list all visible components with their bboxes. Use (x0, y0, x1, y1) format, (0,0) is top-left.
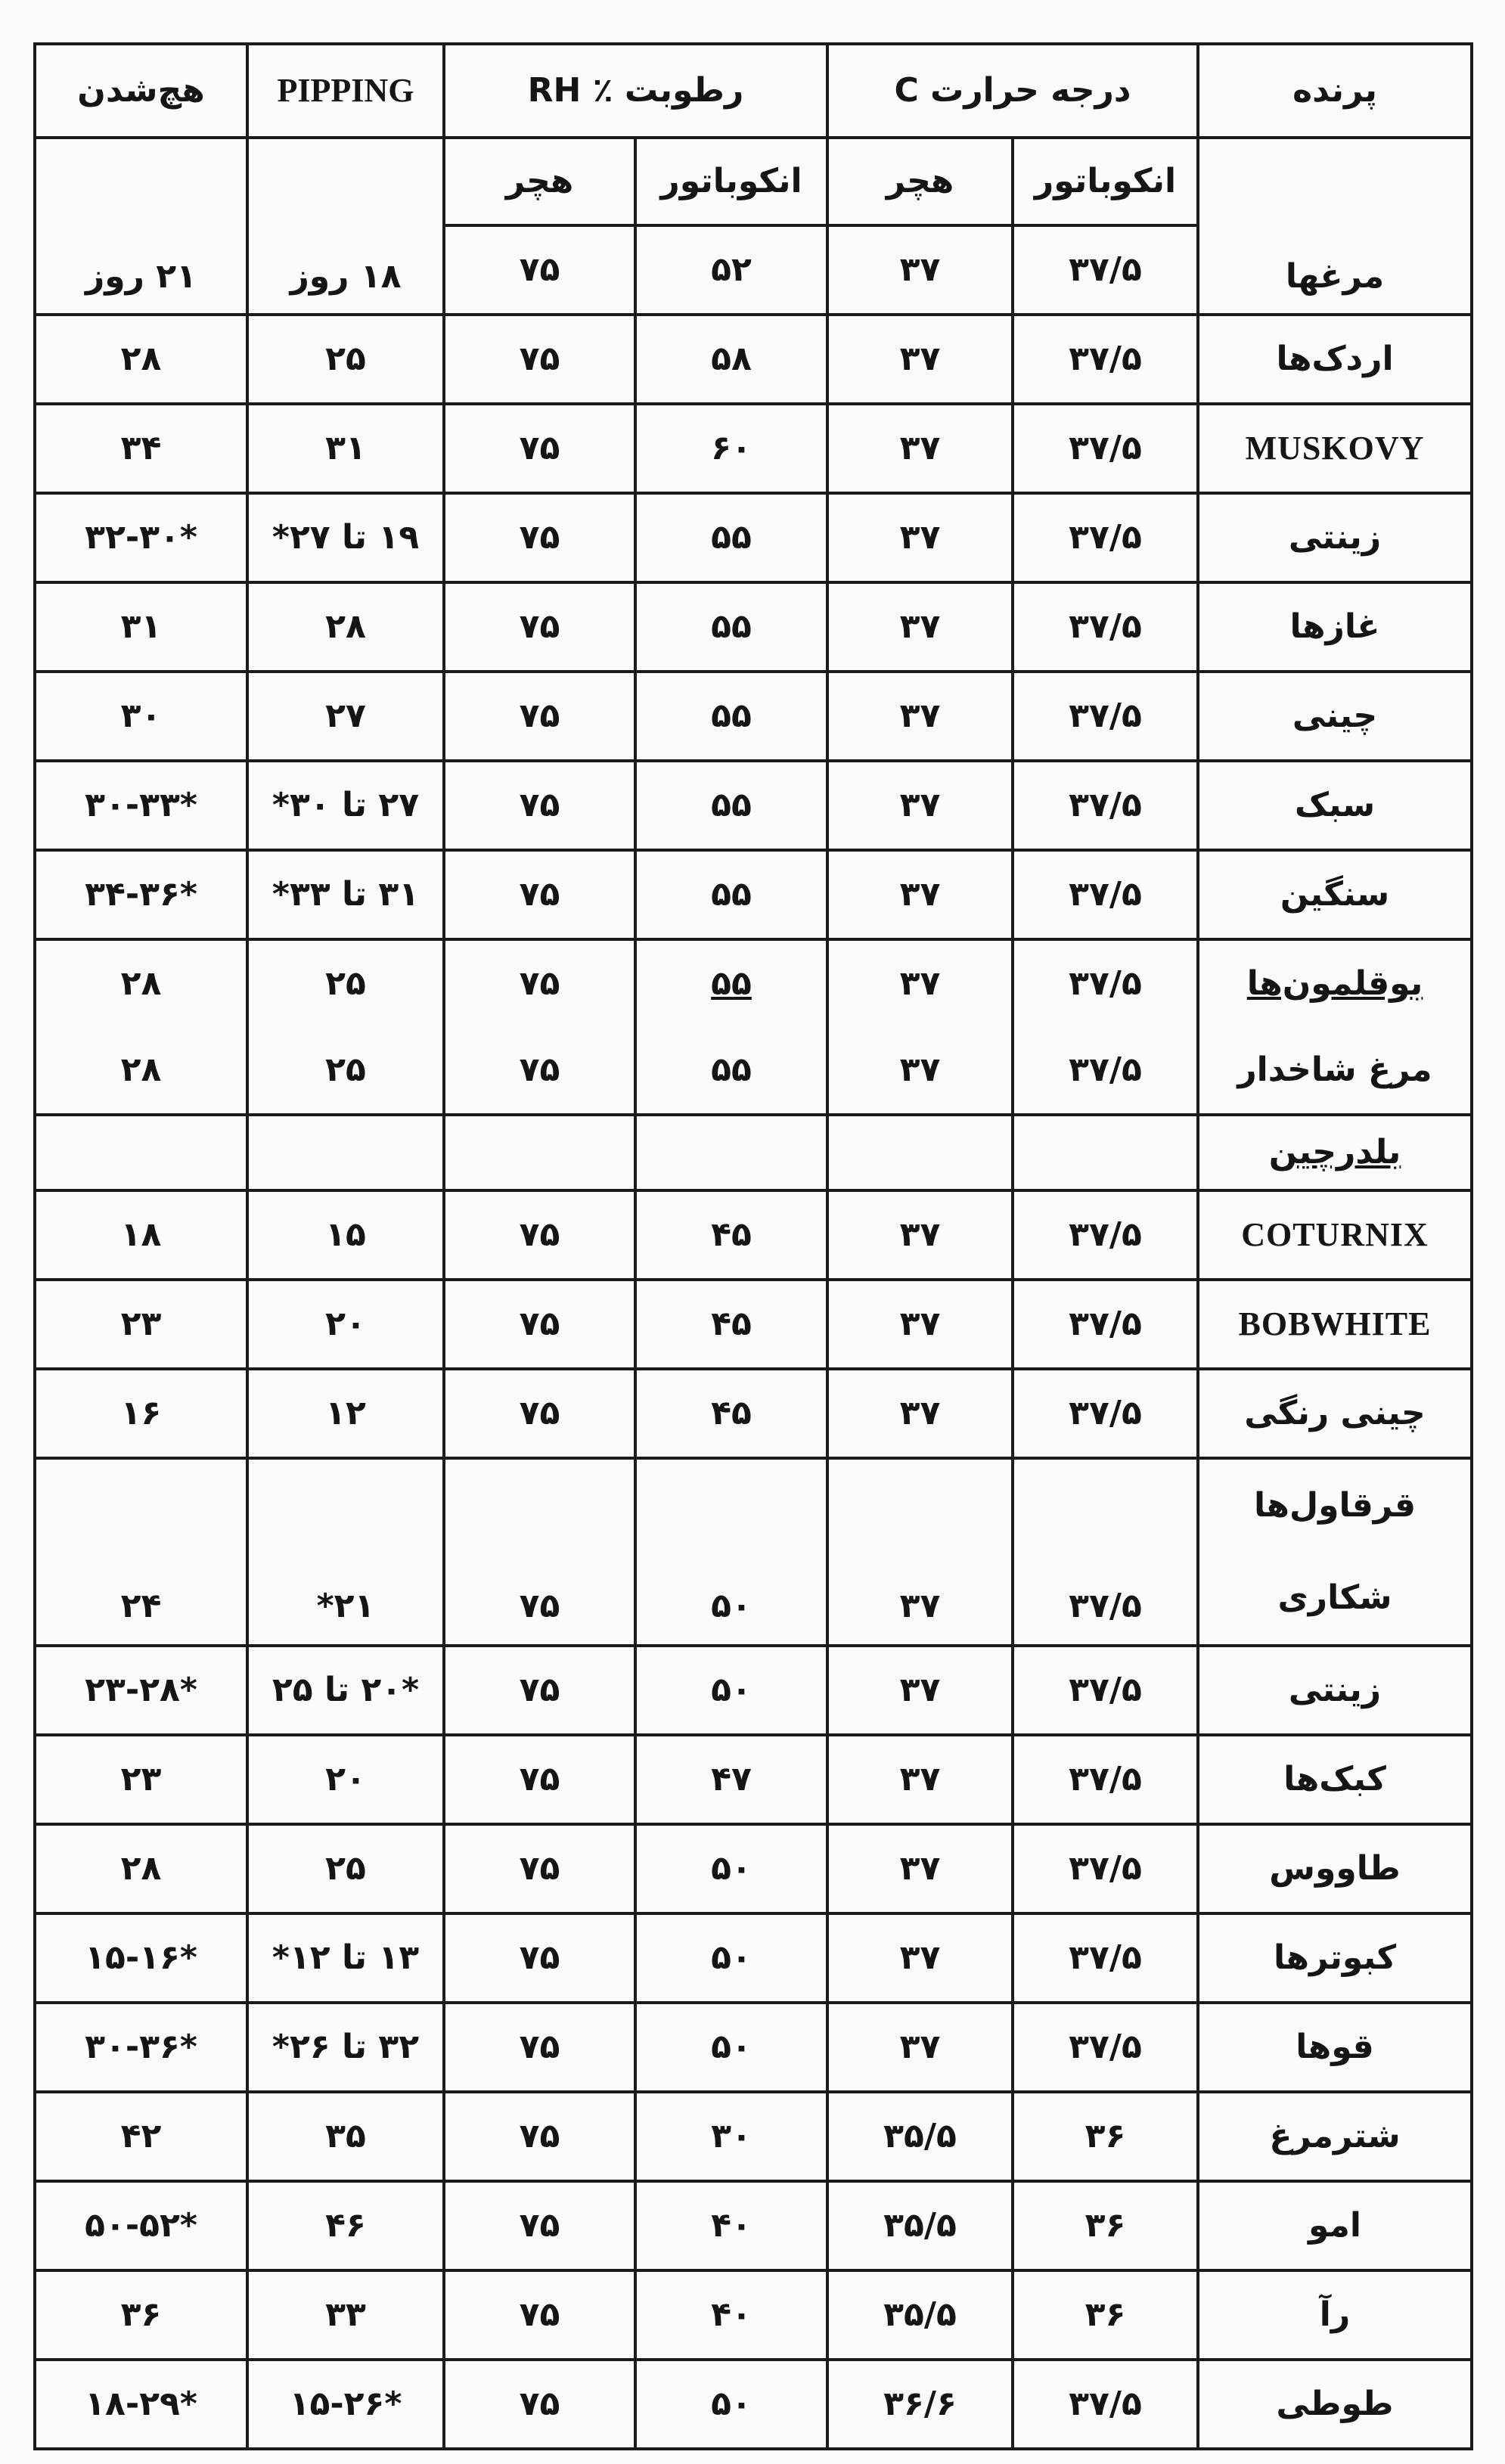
temp-hatcher-cell: ۳۷ (827, 1369, 1013, 1458)
hatch-cell: ۳۴ (35, 404, 247, 493)
rh-incubator-cell: ۵۵ (635, 582, 827, 672)
rh-hatcher-cell: ۷۵ (444, 672, 635, 761)
temp-hatcher-cell: ۳۷ (827, 404, 1013, 493)
temp-incubator-cell: ۳۷/۵ (1013, 404, 1198, 493)
temp-hatcher-cell: ۳۷ (827, 582, 1013, 672)
row-bird: COTURNIX (1198, 1190, 1472, 1280)
temp-incubator-cell: ۳۷/۵ (1013, 672, 1198, 761)
hatch-cell: ۲۳ (35, 1735, 247, 1824)
pipping-cell: ۲۸ (247, 582, 444, 672)
table-row (35, 2003, 1472, 2092)
temp-hatcher-cell: ۳۷ (827, 315, 1013, 404)
rh-incubator-cell: ۵۰ (635, 1458, 827, 1646)
rh-incubator-cell: ۵۰ (635, 1913, 827, 2003)
table-row (35, 1735, 1472, 1824)
row-bird: سبک (1198, 761, 1472, 850)
pipping-cell: ۲۱* (247, 1458, 444, 1646)
incubation-table-sheet (33, 42, 1470, 2450)
rh-hatcher-cell: ۷۵ (444, 582, 635, 672)
pipping-cell: ۳۵ (247, 2092, 444, 2181)
temp-incubator-cell: ۳۷/۵ (1013, 225, 1198, 315)
rh-incubator-cell: ۵۰ (635, 1824, 827, 1913)
rh-hatcher-cell: ۷۵ (444, 1646, 635, 1735)
pipping-cell: ۴۶ (247, 2181, 444, 2270)
temp-incubator-cell: ۳۷/۵ (1013, 1824, 1198, 1913)
table-row-pair (35, 939, 1472, 1115)
temp-hatcher-cell: ۳۷ (899, 964, 941, 1003)
header-pipping: PIPPING (247, 44, 444, 138)
temp-incubator-cell: ۳۶ (1013, 2270, 1198, 2360)
row-bird: رآ (1198, 2270, 1472, 2360)
table-row (35, 582, 1472, 672)
temp-hatcher-cell: ۳۵/۵ (827, 2181, 1013, 2270)
table-row (35, 493, 1472, 582)
temp-incubator-cell: ۳۷/۵ (1013, 850, 1198, 939)
row-bird: مرغها (1198, 138, 1472, 315)
hatch-cell: *۳۴-۳۶ (35, 850, 247, 939)
table-row (35, 404, 1472, 493)
rh-hatcher-cell: ۷۵ (444, 2181, 635, 2270)
rh-hatcher-cell: ۷۵ (444, 1824, 635, 1913)
rh-incubator-cell: ۴۵ (635, 1190, 827, 1280)
rh-incubator-cell: ۴۷ (635, 1735, 827, 1824)
temp-hatcher-cell: ۳۷ (827, 672, 1013, 761)
table-row (35, 1190, 1472, 1280)
table-row (35, 850, 1472, 939)
subheader-rh-incubator: انکوباتور (635, 138, 827, 225)
row-bird: بوقلمون‌ها (1246, 964, 1423, 1003)
table-row (35, 2270, 1472, 2360)
rh-hatcher-cell: ۷۵ (444, 1190, 635, 1280)
pipping-cell: ۲۷ تا ۳۰* (247, 761, 444, 850)
row-bird: چینی (1198, 672, 1472, 761)
rh-incubator-cell: ۵۰ (635, 2003, 827, 2092)
hatch-cell: ۳۶ (35, 2270, 247, 2360)
temp-hatcher-cell: ۳۷ (827, 493, 1013, 582)
table-row (35, 1824, 1472, 1913)
temp-incubator-cell: ۳۷/۵ (1013, 1190, 1198, 1280)
rh-hatcher-cell: ۷۵ (444, 1369, 635, 1458)
rh-incubator-cell: ۴۰ (635, 2270, 827, 2360)
hatch-cell: ۲۸ (35, 315, 247, 404)
rh-hatcher-cell: ۷۵ (444, 2092, 635, 2181)
row-bird: طاووس (1198, 1824, 1472, 1913)
rh-hatcher-cell: ۷۵ (444, 493, 635, 582)
hatch-cell: ۳۰ (35, 672, 247, 761)
rh-hatcher-cell: ۷۵ (444, 315, 635, 404)
temp-hatcher-cell: ۳۵/۵ (827, 2270, 1013, 2360)
pipping-cell: ۲۵ (325, 1050, 366, 1089)
row-bird: زینتی (1198, 493, 1472, 582)
row-bird: غازها (1198, 582, 1472, 672)
hatch-cell: ۳۱ (35, 582, 247, 672)
rh-incubator-cell: ۴۰ (635, 2181, 827, 2270)
subheader-row (35, 138, 1472, 225)
rh-incubator-cell: ۴۵ (635, 1280, 827, 1369)
rh-hatcher-cell: ۷۵ (519, 964, 560, 1003)
table-row (35, 1458, 1472, 1646)
table-row (35, 2360, 1472, 2449)
pipping-cell: ۳۳ (247, 2270, 444, 2360)
rh-incubator-cell: ۳۰ (635, 2092, 827, 2181)
temp-hatcher-cell: ۳۷ (827, 1458, 1013, 1646)
table-row (35, 1913, 1472, 2003)
pipping-cell: ۲۵ (247, 1824, 444, 1913)
subheader-rh-hatcher: هچر (444, 138, 635, 225)
rh-incubator-cell: ۴۵ (635, 1369, 827, 1458)
pipping-unit: ۱۸ روز (247, 138, 444, 315)
temp-incubator-cell: ۳۶ (1013, 2092, 1198, 2181)
rh-hatcher-cell: ۷۵ (444, 2360, 635, 2449)
temp-hatcher-cell: ۳۷ (827, 1190, 1013, 1280)
empty-cell (635, 1115, 827, 1190)
pipping-cell: *۱۵-۲۶ (247, 2360, 444, 2449)
row-bird: شترمرغ (1198, 2092, 1472, 2181)
table-row (35, 1646, 1472, 1735)
row-bird: کبک‌ها (1198, 1735, 1472, 1824)
header-hatching: هچ‌شدن (35, 44, 247, 138)
rh-hatcher-cell: ۷۵ (444, 1913, 635, 2003)
temp-incubator-cell: ۳۷/۵ (1013, 2360, 1198, 2449)
row-bird-group: قرقاول‌ها (1253, 1485, 1417, 1525)
temp-hatcher-cell: ۳۷ (827, 1824, 1013, 1913)
header-humidity: رطوبت ٪ RH (444, 44, 827, 138)
header-temperature: درجه حرارت C (827, 44, 1198, 138)
temp-incubator-cell: ۳۷/۵ (1013, 493, 1198, 582)
header-row (35, 44, 1472, 138)
pipping-cell: ۳۱ تا ۳۳* (247, 850, 444, 939)
pipping-cell: ۳۲ تا ۲۶* (247, 2003, 444, 2092)
rh-hatcher-cell: ۷۵ (519, 1050, 560, 1089)
row-bird: سنگین (1198, 850, 1472, 939)
rh-incubator-cell: ۵۵ (635, 850, 827, 939)
temp-hatcher-cell: ۳۶/۶ (827, 2360, 1013, 2449)
hatch-cell: ۲۳ (35, 1280, 247, 1369)
temp-hatcher-cell: ۳۷ (899, 1050, 941, 1089)
pipping-cell: ۱۲ (247, 1369, 444, 1458)
rh-incubator-cell: ۵۵ (635, 493, 827, 582)
row-bird: BOBWHITE (1198, 1280, 1472, 1369)
empty-cell (247, 1115, 444, 1190)
row-bird: شکاری (1277, 1578, 1392, 1617)
hatch-cell: ۲۸ (35, 1824, 247, 1913)
temp-incubator-cell: ۳۷/۵ (1013, 1280, 1198, 1369)
group-row (35, 1115, 1472, 1190)
rh-incubator-cell: ۵۵ (711, 1050, 752, 1089)
hatch-cell: *۱۵-۱۶ (35, 1913, 247, 2003)
row-bird: زینتی (1198, 1646, 1472, 1735)
pipping-cell: ۲۷ (247, 672, 444, 761)
temp-incubator-cell: ۳۷/۵ (1069, 964, 1142, 1003)
incubation-body (33, 136, 1473, 2450)
pipping-cell: ۲۵ (247, 315, 444, 404)
temp-incubator-cell: ۳۷/۵ (1013, 1369, 1198, 1458)
rh-hatcher-cell: ۷۵ (444, 225, 635, 315)
temp-incubator-cell: ۳۷/۵ (1013, 1646, 1198, 1735)
empty-cell (1013, 1115, 1198, 1190)
incubation-table (33, 42, 1473, 139)
temp-incubator-cell: ۳۷/۵ (1013, 1913, 1198, 2003)
empty-cell (444, 1115, 635, 1190)
row-bird: کبوترها (1198, 1913, 1472, 2003)
hatch-cell: ۱۶ (35, 1369, 247, 1458)
hatch-cell: ۲۸ (120, 964, 162, 1003)
row-bird: MUSKOVY (1198, 404, 1472, 493)
temp-incubator-cell: ۳۷/۵ (1069, 1050, 1142, 1089)
hatch-cell: *۵۰-۵۲ (35, 2181, 247, 2270)
table-row (35, 2092, 1472, 2181)
table-row (35, 315, 1472, 404)
empty-cell (35, 1115, 247, 1190)
temp-incubator-cell: ۳۶ (1013, 2181, 1198, 2270)
temp-incubator-cell: ۳۷/۵ (1013, 315, 1198, 404)
pipping-cell: ۱۵ (247, 1190, 444, 1280)
table-row (35, 1369, 1472, 1458)
table-row (35, 761, 1472, 850)
temp-incubator-cell: ۳۷/۵ (1013, 582, 1198, 672)
hatch-cell: *۱۸-۲۹ (35, 2360, 247, 2449)
temp-hatcher-cell: ۳۷ (827, 1280, 1013, 1369)
pipping-cell: ۲۵ (325, 964, 366, 1003)
pipping-cell: ۳۱ (247, 404, 444, 493)
rh-hatcher-cell: ۷۵ (444, 1458, 635, 1646)
subheader-temp-incubator: انکوباتور (1013, 138, 1198, 225)
rh-incubator-cell: ۵۵ (635, 672, 827, 761)
row-bird: اردک‌ها (1198, 315, 1472, 404)
row-bird: امو (1198, 2181, 1472, 2270)
subheader-temp-hatcher: هچر (827, 138, 1013, 225)
hatch-cell: ۲۴ (35, 1458, 247, 1646)
temp-incubator-cell: ۳۷/۵ (1013, 761, 1198, 850)
row-bird: طوطی (1198, 2360, 1472, 2449)
empty-cell (827, 1115, 1013, 1190)
row-bird-group: بلدرچین (1198, 1115, 1472, 1190)
pipping-cell: ۲۰ (247, 1280, 444, 1369)
temp-hatcher-cell: ۳۷ (827, 1913, 1013, 2003)
hatch-cell: *۲۳-۲۸ (35, 1646, 247, 1735)
rh-incubator-cell: ۵۲ (635, 225, 827, 315)
rh-incubator-cell: ۵۰ (635, 1646, 827, 1735)
table-row (35, 672, 1472, 761)
temp-incubator-cell: ۳۷/۵ (1013, 2003, 1198, 2092)
row-bird: چینی رنگی (1198, 1369, 1472, 1458)
rh-hatcher-cell: ۷۵ (444, 761, 635, 850)
hatch-cell: ۴۲ (35, 2092, 247, 2181)
hatch-cell: *۳۲-۳۰ (35, 493, 247, 582)
rh-hatcher-cell: ۷۵ (444, 2003, 635, 2092)
pipping-cell: ۲۰ (247, 1735, 444, 1824)
pipping-cell: *۲۰ تا ۲۵ (247, 1646, 444, 1735)
rh-incubator-cell: ۵۵ (635, 761, 827, 850)
rh-incubator-cell: ۵۸ (635, 315, 827, 404)
temp-hatcher-cell: ۳۷ (827, 2003, 1013, 2092)
temp-incubator-cell: ۳۷/۵ (1013, 1735, 1198, 1824)
temp-hatcher-cell: ۳۷ (827, 761, 1013, 850)
temp-hatcher-cell: ۳۷ (827, 1646, 1013, 1735)
rh-incubator-cell: ۶۰ (635, 404, 827, 493)
table-row (35, 1280, 1472, 1369)
pipping-cell: ۱۹ تا ۲۷* (247, 493, 444, 582)
rh-hatcher-cell: ۷۵ (444, 404, 635, 493)
table-row (35, 2181, 1472, 2270)
rh-hatcher-cell: ۷۵ (444, 1280, 635, 1369)
row-bird: قوها (1198, 2003, 1472, 2092)
row-bird: مرغ شاخدار (1237, 1050, 1432, 1089)
temp-hatcher-cell: ۳۷ (827, 1735, 1013, 1824)
hatch-cell: *۳۰-۳۳ (35, 761, 247, 850)
hatch-cell: *۳۰-۳۶ (35, 2003, 247, 2092)
hatch-unit: ۲۱ روز (35, 138, 247, 315)
temp-hatcher-cell: ۳۵/۵ (827, 2092, 1013, 2181)
rh-hatcher-cell: ۷۵ (444, 2270, 635, 2360)
rh-hatcher-cell: ۷۵ (444, 1735, 635, 1824)
header-bird: پرنده (1198, 44, 1472, 138)
rh-hatcher-cell: ۷۵ (444, 850, 635, 939)
temp-incubator-cell: ۳۷/۵ (1013, 1458, 1198, 1646)
rh-incubator-cell: ۵۰ (635, 2360, 827, 2449)
temp-hatcher-cell: ۳۷ (827, 225, 1013, 315)
temp-hatcher-cell: ۳۷ (827, 850, 1013, 939)
pipping-cell: ۱۳ تا ۱۲* (247, 1913, 444, 2003)
rh-incubator-cell: ۵۵ (711, 964, 752, 1003)
hatch-cell: ۱۸ (35, 1190, 247, 1280)
hatch-cell: ۲۸ (120, 1050, 162, 1089)
